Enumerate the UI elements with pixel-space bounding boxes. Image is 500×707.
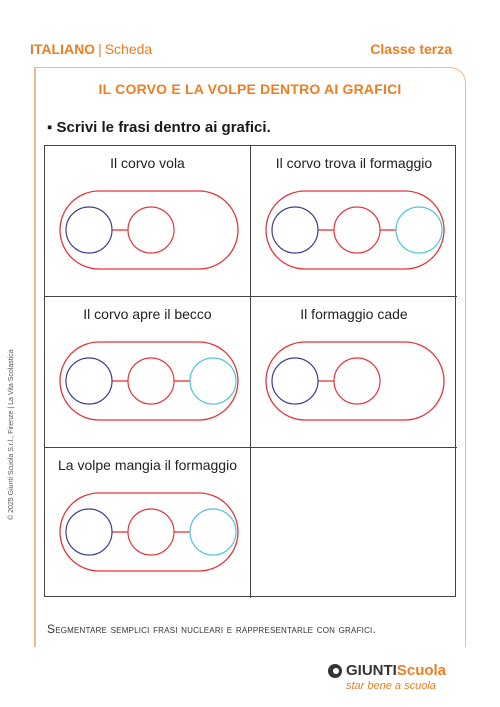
exercise-cell <box>45 297 251 448</box>
exercise-cell <box>45 146 251 297</box>
sentence-diagram[interactable] <box>265 341 445 421</box>
page-title: IL CORVO E LA VOLPE DENTRO AI GRAFICI <box>98 81 402 97</box>
logo-brand <box>328 662 448 679</box>
sentence-diagram[interactable] <box>59 190 239 270</box>
logo-g-icon <box>328 664 342 678</box>
exercise-grid <box>44 145 456 597</box>
object-circle <box>396 207 442 253</box>
sentence-capsule <box>60 493 238 571</box>
publisher-logo <box>328 662 448 700</box>
logo-brand-text-2: Scuola <box>396 662 447 679</box>
cell-sentence: La volpe mangia il formaggio <box>58 457 237 473</box>
verb-circle <box>128 207 174 253</box>
sentence-capsule <box>266 342 444 420</box>
sentence-capsule <box>60 191 238 269</box>
subject-circle <box>272 207 318 253</box>
sheet-type-label: Scheda <box>104 41 153 57</box>
copyright-text: © 2025 Giunti Scuola S.r.l., Firenze | La Vita Scolastica <box>8 349 15 520</box>
grade-label: Classe terza <box>370 41 452 57</box>
subject-label: ITALIANO <box>30 41 96 57</box>
verb-circle <box>128 509 174 555</box>
sentence-diagram[interactable] <box>59 492 239 572</box>
footer-note: Segmentare semplici frasi nucleari e rappresentarle con grafici. <box>47 622 377 636</box>
cell-sentence: Il corvo apre il becco <box>83 306 212 322</box>
verb-circle <box>334 207 380 253</box>
exercise-cell <box>251 146 457 297</box>
header-subject <box>30 41 152 57</box>
sentence-capsule <box>60 342 238 420</box>
object-circle <box>190 358 236 404</box>
exercise-cell <box>251 297 457 448</box>
subject-circle <box>66 509 112 555</box>
logo-brand-text: GIUNTI <box>346 662 397 679</box>
logo-tagline: star bene a scuola <box>346 680 436 692</box>
page-frame-left <box>34 67 36 647</box>
cell-sentence: Il corvo trova il formaggio <box>275 155 433 171</box>
instruction-text: ▪ Scrivi le frasi dentro ai grafici. <box>47 119 271 136</box>
verb-circle <box>128 358 174 404</box>
subject-circle <box>66 358 112 404</box>
exercise-cell <box>45 448 251 598</box>
sentence-capsule <box>266 191 444 269</box>
header-separator: | <box>98 41 102 57</box>
cell-sentence: Il formaggio cade <box>300 306 408 322</box>
sentence-diagram[interactable] <box>265 190 445 270</box>
object-circle <box>190 509 236 555</box>
cell-sentence: Il corvo vola <box>110 155 185 171</box>
sentence-diagram[interactable] <box>59 341 239 421</box>
exercise-cell-empty <box>251 448 457 598</box>
verb-circle <box>334 358 380 404</box>
subject-circle <box>272 358 318 404</box>
subject-circle <box>66 207 112 253</box>
